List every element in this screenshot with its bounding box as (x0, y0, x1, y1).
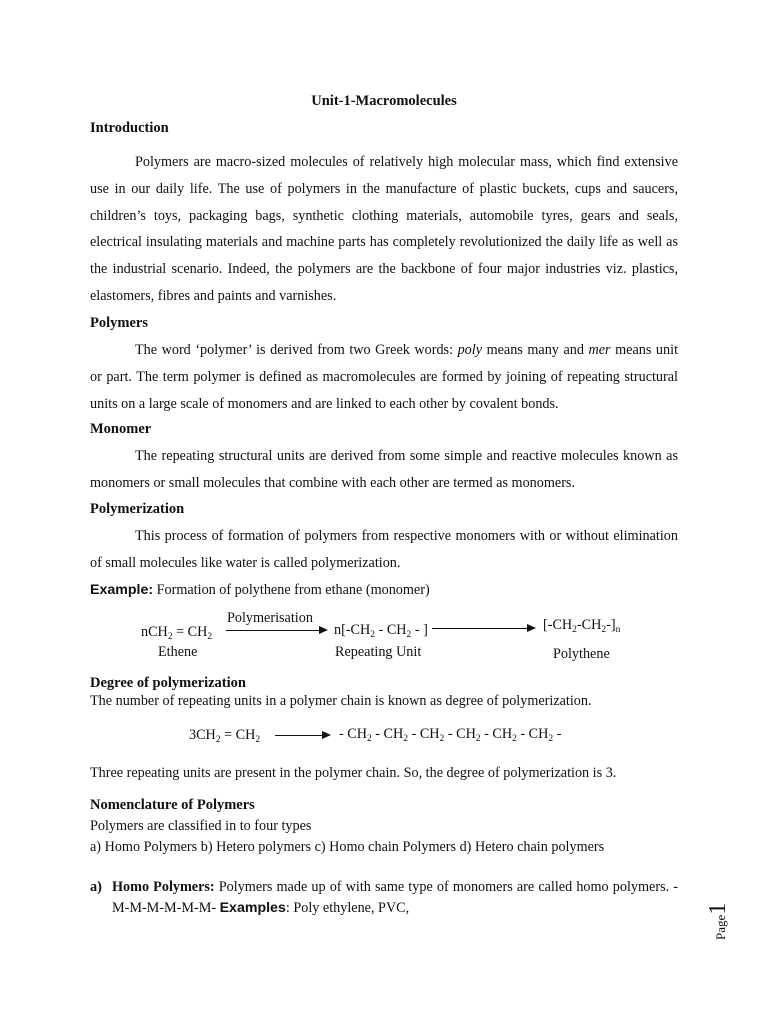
example-text: Formation of polythene from ethane (monomer) (156, 582, 430, 598)
heading-degree: Degree of polymerization (90, 675, 246, 691)
paragraph-monomer-text: The repeating structural units are derived from some simple and reactive molecules known as monomers or small molecules that combine with each other are termed as monomers. (90, 448, 678, 491)
reaction-reactant-name: Ethene (158, 644, 198, 660)
reaction-repeating-unit: $n[-CH_2 - CH_2$ - ] (334, 622, 428, 640)
paragraph-introduction-text: Polymers are macro-sized molecules of relatively high molecular mass, which find extensive use in our daily life. The use of polymers in the manufacture of plastic buckets, cups and saucers, children’s toys, packaging bags, synthetic clothing materials, automobile tyres, gears and seals, electrical insulating materials and machine parts has completely revolutionized the daily life as well as the industrial scenario. Indeed, the polymers are the backbone of four major industries viz. plastics, elastomers, fibres and paints and varnishes. (90, 154, 678, 304)
degree-definition: The number of repeating units in a polymer chain is known as degree of polymerization. (90, 693, 592, 709)
example-line (90, 582, 430, 599)
heading-polymerization: Polymerization (90, 501, 185, 517)
reaction-product: $[-CH_2-CH_2-]_n$ (543, 617, 621, 635)
degree-conclusion: Three repeating units are present in the polymer chain. So, the degree of polymerization is 3. (90, 765, 617, 781)
example-label: Example: (90, 582, 154, 598)
examples-label: Examples (219, 900, 286, 916)
paragraph-monomer (90, 443, 678, 497)
page-word: Page (713, 914, 728, 940)
degree-arrow (275, 735, 329, 736)
reaction-repeating-unit-name: Repeating Unit (335, 644, 422, 660)
reaction-arrow-label: Polymerisation (227, 610, 313, 626)
heading-polymers: Polymers (90, 315, 148, 331)
list-marker: a) (90, 879, 102, 895)
nomenclature-line-1: Polymers are classified in to four types (90, 818, 312, 834)
term-poly: poly (457, 342, 483, 358)
reaction-arrow (226, 630, 326, 631)
term-mer: mer (588, 342, 611, 358)
homo-polymers-definition: Polymers made up of with same type of monomers are called homo polymers. -M-M-M-M-M-M- (112, 879, 678, 916)
homo-polymers-text (112, 877, 678, 919)
list-item-homo-polymers (90, 877, 678, 919)
heading-introduction: Introduction (90, 120, 169, 136)
paragraph-introduction (90, 149, 678, 310)
polymers-text-part: means many and (482, 342, 589, 358)
polymers-text-part: means unit or part. The term polymer is defined as macromolecules are formed by joining of repeating structural units on a large scale of monomers and are linked to each other by covalent bonds. (90, 342, 679, 412)
reaction-product-name: Polythene (553, 646, 610, 662)
paragraph-polymerization-text: This process of formation of polymers from respective monomers with or without elimination of small molecules like water is called polymerization. (90, 528, 678, 571)
homo-polymers-term: Homo Polymers: (112, 879, 215, 895)
polymers-text-part: The word ‘polymer’ is derived from two Greek words: (135, 342, 458, 358)
examples-text: : Poly ethylene, PVC, (285, 900, 410, 916)
paragraph-polymers (90, 337, 678, 417)
degree-chain: - $CH_2 - CH_2 - CH_2 - CH_2 - CH_2 - CH_2$ - (339, 726, 562, 744)
page-footer (704, 880, 734, 940)
reaction-arrow-2 (432, 628, 534, 629)
degree-reactant: $3CH_2 = CH_2$ (189, 727, 261, 745)
page-number: 1 (705, 902, 731, 915)
heading-nomenclature: Nomenclature of Polymers (90, 797, 255, 813)
document-title: Unit-1-Macromolecules (311, 93, 457, 109)
reaction-reactant: $nCH_2 = CH_2$ (141, 624, 213, 642)
nomenclature-line-2: a) Homo Polymers b) Hetero polymers c) Homo chain Polymers d) Hetero chain polymers (90, 839, 605, 855)
paragraph-polymerization (90, 523, 678, 577)
heading-monomer: Monomer (90, 421, 152, 437)
